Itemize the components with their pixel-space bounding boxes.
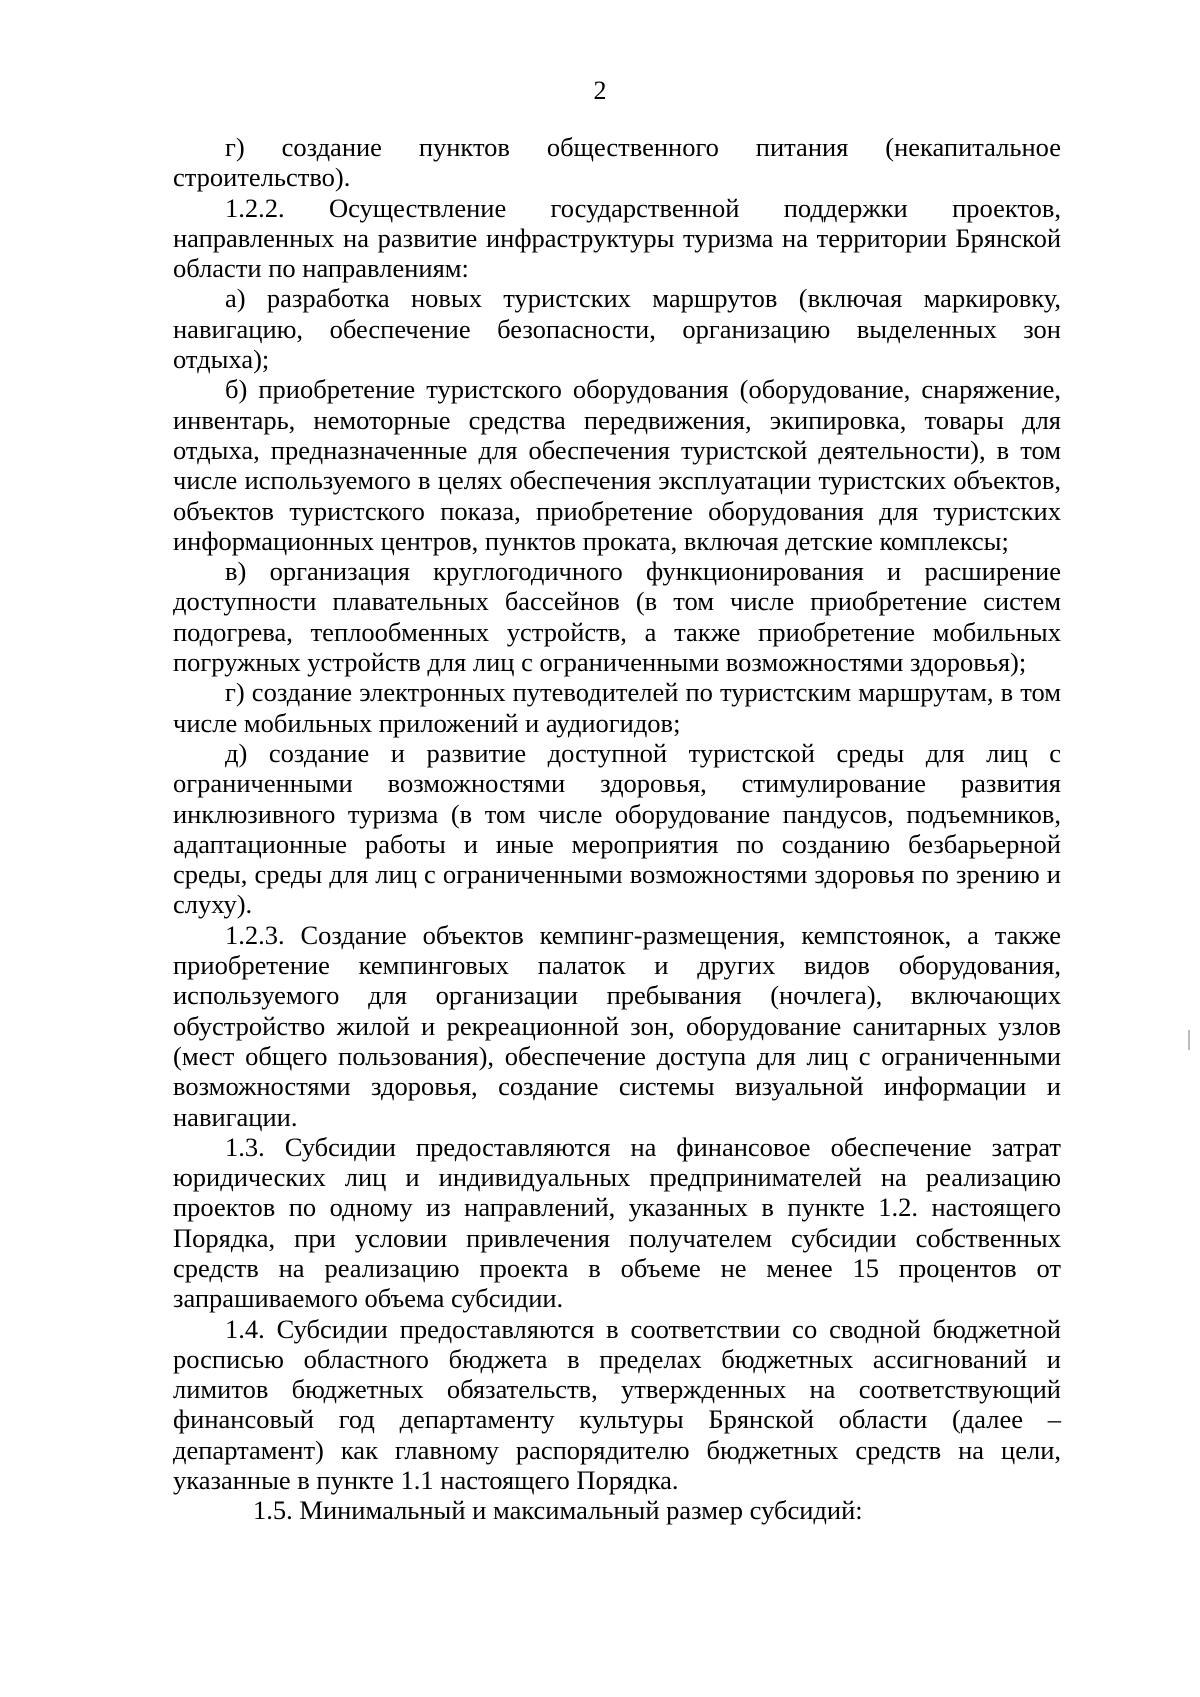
paragraph-a-routes: а) разработка новых туристских маршрутов (включая маркировку, навигацию, обеспечение безопасности, организацию выделенных зон отдыха);: [173, 283, 1061, 375]
paragraph-v-pools: в) организация круглогодичного функционирования и расширение доступности плавательных бассейнов (в том числе приобретение систем подогрева, теплообменных устройств, а также приобретение мобильных погружных устройств для лиц с ограниченными возможностями здоровья);: [173, 556, 1061, 678]
paragraph-1-2-3: 1.2.3. Создание объектов кемпинг-размещения, кемпстоянок, а также приобретение кемпинговых палаток и других видов оборудования, используемого для организации пребывания (ночлега), включающих обустройство жилой и рекреационной зон, оборудование санитарных узлов (мест общего пользования), обеспечение доступа для лиц с ограниченными возможностями здоровья, создание системы визуальной информации и навигации.: [173, 919, 1061, 1132]
page-number: 2: [593, 76, 607, 105]
paragraph-b-equipment: б) приобретение туристского оборудования (оборудование, снаряжение, инвентарь, немоторные средства передвижения, экипировка, товары для отдыха, предназначенные для обеспечения туристской деятельности), в том числе используемого в целях обеспечения эксплуатации туристских объектов, объектов туристского показа, приобретение оборудования для туристских информационных центров, пунктов проката, включая детские комплексы;: [173, 374, 1061, 556]
paragraph-1-2-2: 1.2.2. Осуществление государственной поддержки проектов, направленных на развитие инфраструктуры туризма на территории Брянской области по направлениям:: [173, 192, 1061, 284]
document-body: [173, 132, 1061, 1526]
paragraph-1-4: 1.4. Субсидии предоставляются в соответствии со сводной бюджетной росписью областного бюджета в пределах бюджетных ассигнований и лимитов бюджетных обязательств, утвержденных на соответствующий финансовый год департаменту культуры Брянской области (далее –департамент) как главному распорядителю бюджетных средств на цели, указанные в пункте 1.1 настоящего Порядка.: [173, 1313, 1061, 1496]
paragraph-g-catering: г) создание пунктов общественного питания (некапитальное строительство).: [173, 132, 1061, 193]
scan-artifact: [1188, 1030, 1190, 1050]
paragraph-1-3: 1.3. Субсидии предоставляются на финансовое обеспечение затрат юридических лиц и индивидуальных предпринимателей на реализацию проектов по одному из направлений, указанных в пункте 1.2. настоящего Порядка, при условии привлечения получателем субсидии собственных средств на реализацию проекта в объеме не менее 15 процентов от запрашиваемого объема субсидии.: [173, 1131, 1061, 1314]
paragraph-g-guides: г) создание электронных путеводителей по туристским маршрутам, в том числе мобильных приложений и аудиогидов;: [173, 677, 1061, 738]
paragraph-1-5: 1.5. Минимальный и максимальный размер субсидий:: [253, 1495, 863, 1526]
paragraph-d-accessibility: д) создание и развитие доступной туристской среды для лиц с ограниченными возможностями здоровья, стимулирование развития инклюзивного туризма (в том числе оборудование пандусов, подъемников, адаптационные работы и иные мероприятия по созданию безбарьерной среды, среды для лиц с ограниченными возможностями здоровья по зрению и слуху).: [173, 737, 1061, 920]
